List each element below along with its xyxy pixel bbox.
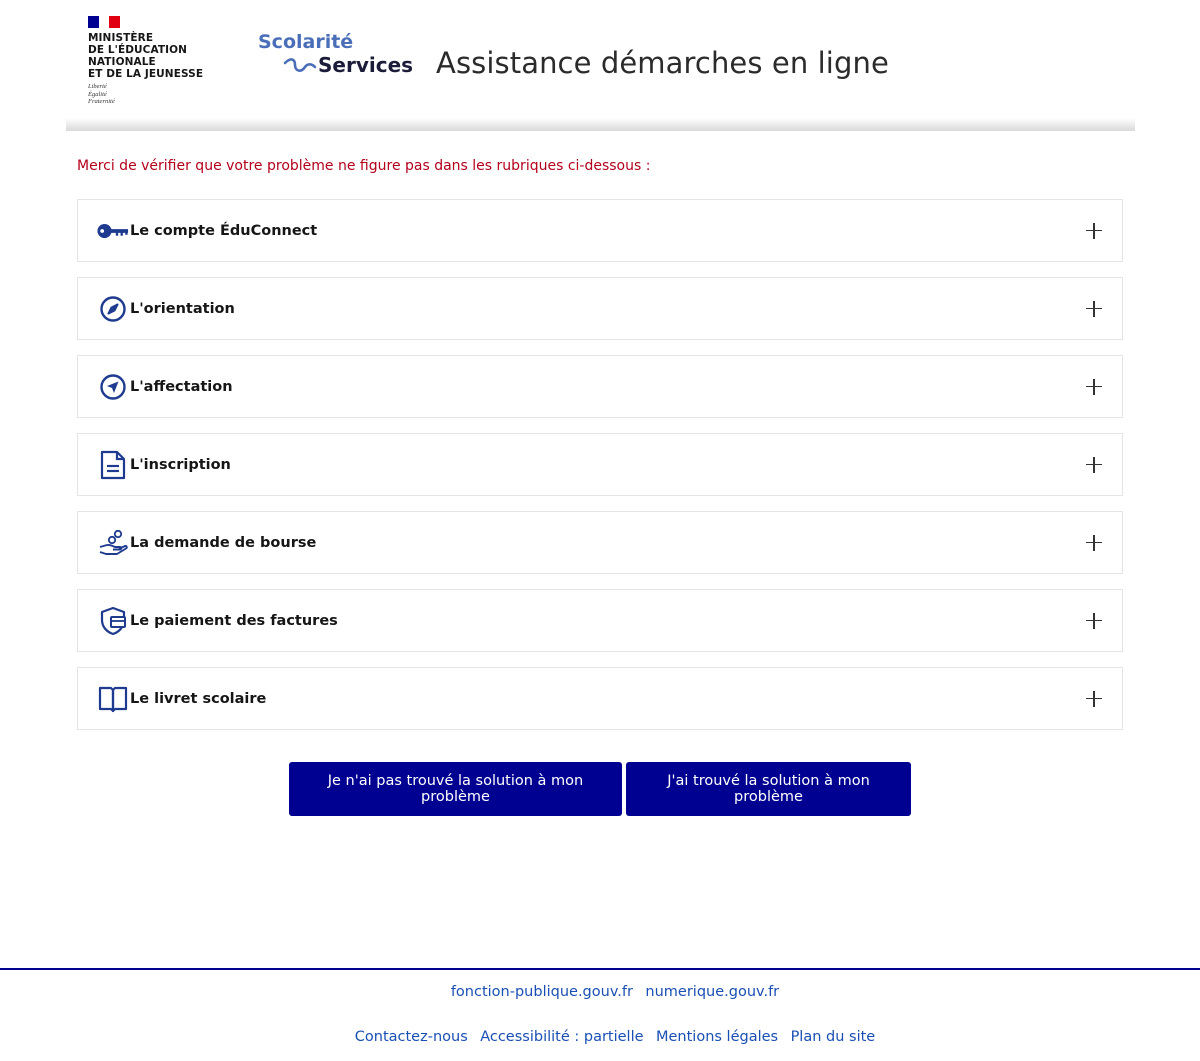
accordion-item-affectation[interactable] xyxy=(77,355,1123,418)
found-solution-button[interactable]: J'ai trouvé la solution à mon problème xyxy=(626,762,911,816)
header-divider xyxy=(66,118,1135,131)
sitemap-link[interactable]: Plan du site xyxy=(790,1029,876,1045)
accordion-item-inscription[interactable] xyxy=(77,433,1123,496)
brand-top: Scolarité xyxy=(258,31,354,53)
accordion-label: Le paiement des factures xyxy=(130,612,338,629)
shield-card-icon xyxy=(97,605,129,637)
intro-text: Merci de vérifier que votre problème ne figure pas dans les rubriques ci-dessous : xyxy=(77,158,651,174)
brand-bottom: Services xyxy=(318,53,414,77)
accordion-item-orientation[interactable] xyxy=(77,277,1123,340)
footer-external-links xyxy=(0,983,1200,1001)
ministry-logo[interactable] xyxy=(88,16,208,106)
legal-notices-link[interactable]: Mentions légales xyxy=(656,1029,779,1045)
accordion-item-factures[interactable] xyxy=(77,589,1123,652)
compass-icon xyxy=(97,293,129,325)
accordion-label: L'affectation xyxy=(130,378,233,395)
book-icon xyxy=(97,683,129,715)
site-header xyxy=(66,0,1135,131)
document-icon xyxy=(97,449,129,481)
fonction-publique-link[interactable]: fonction-publique.gouv.fr xyxy=(450,984,633,1000)
contact-link[interactable]: Contactez-nous xyxy=(354,1029,468,1045)
key-icon xyxy=(97,215,129,247)
numerique-link[interactable]: numerique.gouv.fr xyxy=(645,984,780,1000)
ministry-name: MINISTÈRE DE L'ÉDUCATION NATIONALE ET DE LA JEUNESSE xyxy=(88,32,204,80)
footer-legal-links xyxy=(0,1028,1200,1046)
accordion-label: L'inscription xyxy=(130,456,231,473)
plus-icon[interactable] xyxy=(1086,223,1102,239)
republic-motto: Liberté Égalité Fraternité xyxy=(88,83,115,105)
accessibility-link[interactable]: Accessibilité : partielle xyxy=(480,1029,644,1045)
accordion-item-bourse[interactable] xyxy=(77,511,1123,574)
accordion-item-educonnect[interactable] xyxy=(77,199,1123,262)
page-title: Assistance démarches en ligne xyxy=(436,46,889,80)
french-flag-icon xyxy=(88,16,120,28)
solution-actions xyxy=(289,762,911,816)
accordion-label: Le livret scolaire xyxy=(130,690,267,707)
plus-icon[interactable] xyxy=(1086,457,1102,473)
accordion-label: L'orientation xyxy=(130,300,235,317)
navigation-icon xyxy=(97,371,129,403)
plus-icon[interactable] xyxy=(1086,535,1102,551)
plus-icon[interactable] xyxy=(1086,691,1102,707)
wave-icon xyxy=(283,55,317,77)
hand-coins-icon xyxy=(97,527,129,559)
scolarite-services-logo[interactable] xyxy=(258,31,414,77)
plus-icon[interactable] xyxy=(1086,613,1102,629)
plus-icon[interactable] xyxy=(1086,379,1102,395)
accordion-label: Le compte ÉduConnect xyxy=(130,222,318,239)
plus-icon[interactable] xyxy=(1086,301,1102,317)
faq-accordion xyxy=(77,199,1123,745)
not-found-solution-button[interactable]: Je n'ai pas trouvé la solution à mon problème xyxy=(289,762,622,816)
accordion-item-livret[interactable] xyxy=(77,667,1123,730)
accordion-label: La demande de bourse xyxy=(130,534,317,551)
footer-divider xyxy=(0,968,1200,970)
